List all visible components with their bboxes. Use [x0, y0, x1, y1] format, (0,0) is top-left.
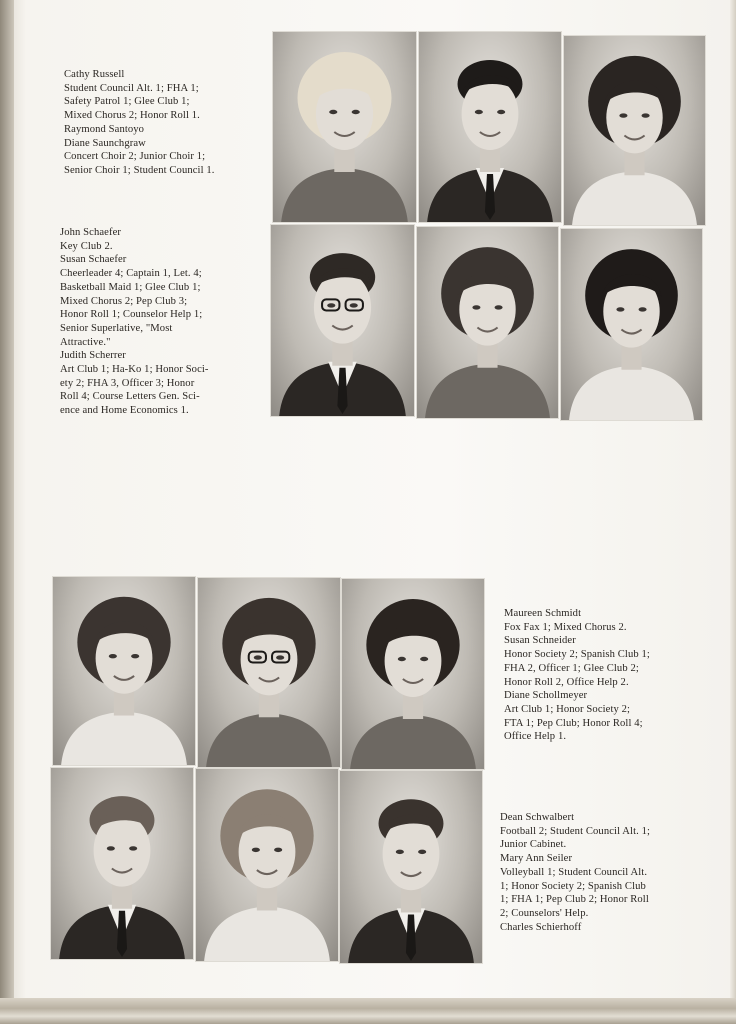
entry-line: Raymond Santoyo — [64, 123, 145, 135]
middle-entries — [60, 226, 209, 418]
portrait-photo — [339, 770, 483, 964]
lower-right-entries — [504, 607, 650, 744]
entry-line: Basketball Maid 1; Glee Club 1; — [60, 281, 201, 293]
entry-line: FHA 2, Officer 1; Glee Club 2; — [504, 662, 639, 674]
entry-line: Volleyball 1; Student Council Alt. — [500, 866, 648, 878]
portrait-photo — [50, 767, 194, 960]
portrait-silhouette — [417, 227, 558, 418]
entry-line: Dean Schwalbert — [500, 812, 575, 823]
entry-line: Senior Superlative, "Most — [60, 322, 173, 334]
portrait-silhouette — [196, 769, 338, 961]
portrait-silhouette — [273, 32, 416, 222]
entry-line: Diane Saunchgraw — [64, 137, 146, 149]
portrait-photo — [341, 578, 485, 770]
portrait-silhouette — [198, 578, 340, 767]
entry-line: Susan Schneider — [504, 635, 576, 647]
page-bottom-edge — [0, 998, 736, 1024]
portrait-silhouette — [340, 771, 482, 963]
entry-line: Honor Roll 1; Counselor Help 1; — [60, 309, 203, 321]
entry-line: Maureen Schmidt — [504, 608, 582, 619]
entry-line: Student Council Alt. 1; FHA 1; — [64, 82, 199, 94]
portrait-silhouette — [564, 36, 705, 225]
portrait-silhouette — [53, 577, 195, 765]
entry-line: Concert Choir 2; Junior Choir 1; — [64, 151, 206, 163]
entry-line: Charles Schierhoff — [500, 921, 582, 933]
entry-line: Junior Cabinet. — [500, 839, 567, 851]
entry-line: Mixed Chorus 2; Pep Club 3; — [60, 295, 188, 307]
portrait-photo — [563, 35, 706, 226]
entry-line: Cathy Russell — [64, 69, 125, 80]
entry-line: Attractive." — [60, 336, 111, 348]
entry-line: Mary Ann Seiler — [500, 853, 573, 865]
portrait-photo — [272, 31, 417, 223]
entry-line: Safety Patrol 1; Glee Club 1; — [64, 96, 190, 108]
entry-line: Senior Choir 1; Student Council 1. — [64, 164, 215, 176]
portrait-silhouette — [271, 225, 414, 416]
entry-line: Key Club 2. — [60, 240, 113, 252]
entry-line: Office Help 1. — [504, 731, 567, 743]
portrait-silhouette — [561, 229, 702, 420]
entry-line: Art Club 1; Honor Society 2; — [504, 703, 631, 715]
top-entries — [64, 68, 215, 178]
entry-line: Cheerleader 4; Captain 1, Let. 4; — [60, 268, 202, 280]
entry-line: FTA 1; Pep Club; Honor Roll 4; — [504, 717, 643, 729]
entry-line: Mixed Chorus 2; Honor Roll 1. — [64, 110, 200, 122]
portrait-photo — [270, 224, 415, 417]
portrait-photo — [418, 31, 562, 223]
entry-line: Judith Scherrer — [60, 350, 126, 362]
entry-line: 1; Honor Society 2; Spanish Club — [500, 880, 646, 892]
entry-line: ence and Home Economics 1. — [60, 405, 189, 417]
portrait-silhouette — [51, 768, 193, 959]
entry-line: Susan Schaefer — [60, 254, 127, 266]
portrait-photo — [197, 577, 341, 768]
entry-line: Football 2; Student Council Alt. 1; — [500, 825, 651, 837]
entry-line: Roll 4; Course Letters Gen. Sci- — [60, 391, 200, 403]
entry-line: Art Club 1; Ha-Ko 1; Honor Soci- — [60, 364, 209, 376]
portrait-silhouette — [342, 579, 484, 769]
portrait-photo — [195, 768, 339, 962]
bottom-right-entries — [500, 811, 650, 934]
entry-line: ety 2; FHA 3, Officer 3; Honor — [60, 377, 195, 389]
entry-line: 2; Counselors' Help. — [500, 907, 589, 919]
entry-line: Fox Fax 1; Mixed Chorus 2. — [504, 621, 627, 633]
page-gutter — [0, 0, 14, 1024]
portrait-photo — [560, 228, 703, 421]
entry-line: John Schaefer — [60, 227, 122, 238]
entry-line: Honor Roll 2, Office Help 2. — [504, 676, 629, 688]
page-right-edge — [730, 0, 736, 1024]
portrait-silhouette — [419, 32, 561, 222]
portrait-photo — [416, 226, 559, 419]
entry-line: 1; FHA 1; Pep Club 2; Honor Roll — [500, 894, 649, 906]
entry-line: Honor Society 2; Spanish Club 1; — [504, 649, 650, 661]
portrait-photo — [52, 576, 196, 766]
entry-line: Diane Schollmeyer — [504, 690, 588, 702]
